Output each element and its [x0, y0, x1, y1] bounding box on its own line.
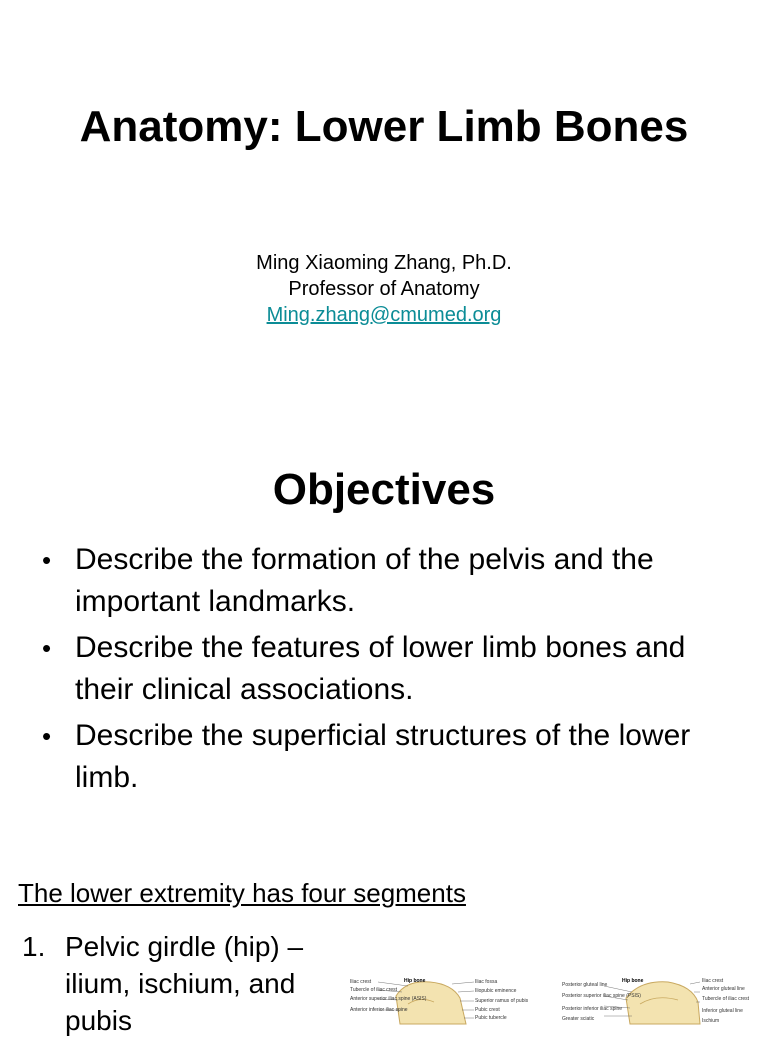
bullet-icon: •	[42, 545, 52, 575]
author-block	[0, 250, 768, 328]
figure-label: Inferior gluteal line	[702, 1008, 743, 1014]
hip-bone-anterior-figure	[348, 974, 529, 1024]
hip-bone-posterior-figure	[560, 974, 760, 1024]
slide-title: Anatomy: Lower Limb Bones	[79, 102, 689, 151]
objective-item	[40, 539, 740, 623]
figure-label: Pubic tubercle	[475, 1015, 507, 1021]
figure-label: Posterior gluteal line	[562, 982, 608, 988]
author-name: Ming Xiaoming Zhang, Ph.D.	[256, 252, 512, 274]
figure-label: Anterior superior iliac spine (ASIS)	[350, 996, 427, 1002]
figure-label: Tubercle of iliac crest	[702, 996, 750, 1002]
bullet-icon: •	[42, 721, 52, 751]
figure-label: Superior ramus of pubis	[475, 998, 529, 1004]
objective-item	[40, 715, 740, 799]
objective-text: Describe the superficial structures of the lower limb.	[75, 719, 691, 794]
objectives-title: Objectives	[272, 465, 496, 514]
objective-item	[40, 627, 740, 711]
figure-label: Iliac crest	[702, 978, 724, 984]
author-title: Professor of Anatomy	[288, 278, 480, 300]
figure-label: Anterior inferior iliac spine	[350, 1007, 408, 1013]
figure-label: Iliopubic eminence	[475, 988, 517, 994]
figure-heading: Hip bone	[622, 978, 644, 984]
figure-label: Pubic crest	[475, 1007, 500, 1013]
figure-label: Posterior superior iliac spine (PSIS)	[562, 993, 641, 999]
objective-text: Describe the formation of the pelvis and the important landmarks.	[75, 543, 654, 618]
figure-label: Iliac fossa	[475, 979, 498, 985]
objective-text: Describe the features of lower limb bones and their clinical associations.	[75, 631, 686, 706]
segment-text: Pelvic girdle (hip) – ilium, ischium, and pubis	[65, 931, 304, 1036]
segments-heading: The lower extremity has four segments	[18, 878, 466, 908]
figure-label: Anterior gluteal line	[702, 986, 745, 992]
figure-heading: Hip bone	[404, 978, 426, 984]
figure-label: Ischium	[702, 1018, 720, 1024]
objectives-list	[40, 539, 740, 803]
segment-number: 1.	[22, 931, 46, 962]
bullet-icon: •	[42, 633, 52, 663]
figure-label: Iliac crest	[350, 979, 372, 985]
figure-label: Greater sciatic	[562, 1016, 595, 1022]
figure-label: Posterior inferior iliac spine	[562, 1006, 623, 1012]
figure-label: Tubercle of iliac crest	[350, 987, 398, 993]
author-email-link[interactable]: Ming.zhang@cmumed.org	[266, 304, 502, 326]
